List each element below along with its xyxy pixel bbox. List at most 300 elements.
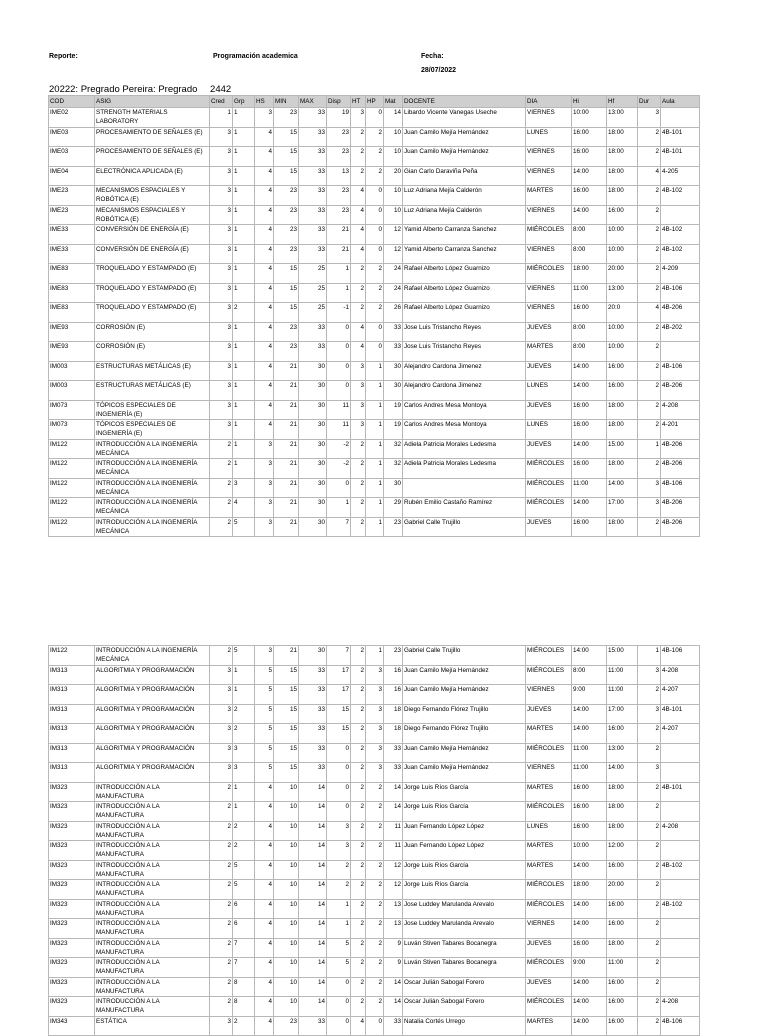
- cell-dia: MIÉRCOLES: [526, 899, 572, 919]
- cell-grp: 1: [233, 665, 255, 685]
- cell-mat: 10: [384, 127, 403, 147]
- table-row: [49, 322, 700, 342]
- table-row: [49, 763, 700, 783]
- cell-disp: 11: [327, 400, 351, 420]
- cell-cod: IME83: [49, 283, 95, 303]
- table-row: [49, 205, 700, 225]
- cell-max: 30: [299, 478, 327, 498]
- cell-cred: 2: [210, 439, 233, 459]
- cell-disp: 11: [327, 420, 351, 440]
- cell-docente: Diego Fernando Flórez Trujillo: [403, 724, 526, 744]
- cell-grp: 2: [233, 704, 255, 724]
- cell-disp: 0: [327, 322, 351, 342]
- table-row: [49, 147, 700, 167]
- cell-dia: MIÉRCOLES: [526, 743, 572, 763]
- cell-cod: IM003: [49, 381, 95, 401]
- cell-cred: 2: [210, 880, 233, 900]
- cell-ht: 2: [351, 459, 366, 479]
- cell-mat: 9: [384, 938, 403, 958]
- cell-aula: 4-207: [661, 724, 700, 744]
- cell-dur: 4: [638, 166, 661, 186]
- cell-max: 33: [299, 763, 327, 783]
- cell-max: 25: [299, 264, 327, 284]
- cell-cod: IM313: [49, 685, 95, 705]
- cell-hf: 16:00: [607, 205, 638, 225]
- column-header-ht: HT: [351, 96, 366, 108]
- cell-ht: 2: [351, 860, 366, 880]
- cell-hf: 18:00: [607, 400, 638, 420]
- cell-dur: 2: [638, 244, 661, 264]
- cell-hi: 16:00: [572, 459, 607, 479]
- cell-docente: Juan Fernando López López: [403, 841, 526, 861]
- cell-docente: Carlos Andres Mesa Montoya: [403, 420, 526, 440]
- cell-mat: 32: [384, 459, 403, 479]
- column-header-mat: Mat: [384, 96, 403, 108]
- cell-min: 15: [274, 704, 299, 724]
- cell-dur: 2: [638, 899, 661, 919]
- cell-hp: 2: [366, 166, 384, 186]
- cell-disp: 21: [327, 244, 351, 264]
- cell-min: 23: [274, 322, 299, 342]
- cell-mat: 24: [384, 264, 403, 284]
- cell-docente: Rafael Alberto López Guarnizo: [403, 283, 526, 303]
- cell-mat: 10: [384, 147, 403, 167]
- cell-hp: 1: [366, 498, 384, 518]
- table-row: [49, 880, 700, 900]
- cell-asig: INTRODUCCIÓN A LA MANUFACTURA: [95, 958, 210, 978]
- table-row: [49, 108, 700, 128]
- cell-max: 14: [299, 841, 327, 861]
- cell-hp: 1: [366, 381, 384, 401]
- cell-max: 33: [299, 127, 327, 147]
- cell-hf: 10:00: [607, 225, 638, 245]
- cell-dur: 2: [638, 361, 661, 381]
- cell-hp: 1: [366, 439, 384, 459]
- cell-docente: Jorge Luis Ríos García: [403, 880, 526, 900]
- cell-hi: 14:00: [572, 646, 607, 666]
- cell-hi: 14:00: [572, 977, 607, 997]
- cell-mat: 14: [384, 977, 403, 997]
- cell-disp: 0: [327, 361, 351, 381]
- cell-hf: 18:00: [607, 127, 638, 147]
- cell-dia: VIERNES: [526, 147, 572, 167]
- cell-hi: 10:00: [572, 108, 607, 128]
- cell-docente: Natalia Cortés Urrego: [403, 1016, 526, 1036]
- cell-hf: 10:00: [607, 342, 638, 362]
- cell-min: 21: [274, 517, 299, 537]
- column-header-hi: Hi: [572, 96, 607, 108]
- cell-cod: IME93: [49, 342, 95, 362]
- cell-aula: 4-207: [661, 685, 700, 705]
- program-name: 20222: Pregrado Pereira: Pregrado: [49, 84, 198, 95]
- column-header-hp: HP: [366, 96, 384, 108]
- table-row: [49, 225, 700, 245]
- table-row: [49, 997, 700, 1017]
- cell-hf: 16:00: [607, 381, 638, 401]
- cell-hs: 3: [255, 108, 274, 128]
- cell-asig: ALGORITMIA Y PROGRAMACIÓN: [95, 763, 210, 783]
- cell-hf: 18:00: [607, 166, 638, 186]
- cell-hp: 2: [366, 127, 384, 147]
- cell-cred: 2: [210, 997, 233, 1017]
- cell-cred: 3: [210, 186, 233, 206]
- cell-cred: 3: [210, 400, 233, 420]
- cell-hi: 14:00: [572, 381, 607, 401]
- cell-hp: 2: [366, 919, 384, 939]
- cell-hf: 14:00: [607, 478, 638, 498]
- cell-grp: 1: [233, 361, 255, 381]
- cell-hs: 4: [255, 381, 274, 401]
- cell-dur: 2: [638, 724, 661, 744]
- cell-cod: IM323: [49, 860, 95, 880]
- cell-hs: 4: [255, 1016, 274, 1036]
- cell-hf: 16:00: [607, 977, 638, 997]
- cell-asig: TROQUELADO Y ESTAMPADO (E): [95, 283, 210, 303]
- date-label: Fecha:: [421, 53, 444, 60]
- cell-hf: 13:00: [607, 108, 638, 128]
- cell-docente: Rubén Emilio Castaño Ramírez: [403, 498, 526, 518]
- cell-asig: ELECTRÓNICA APLICADA (E): [95, 166, 210, 186]
- cell-docente: Luván Stiven Tabares Bocanegra: [403, 958, 526, 978]
- cell-hp: 0: [366, 244, 384, 264]
- cell-hs: 4: [255, 205, 274, 225]
- cell-mat: 11: [384, 841, 403, 861]
- column-header-min: MIN: [274, 96, 299, 108]
- cell-mat: 9: [384, 958, 403, 978]
- cell-cod: IM323: [49, 782, 95, 802]
- cell-grp: 1: [233, 381, 255, 401]
- cell-docente: Jorge Luis Ríos García: [403, 860, 526, 880]
- cell-hf: 16:00: [607, 361, 638, 381]
- cell-max: 14: [299, 997, 327, 1017]
- cell-hf: 20:00: [607, 880, 638, 900]
- cell-hf: 20:0: [607, 303, 638, 323]
- cell-hs: 4: [255, 997, 274, 1017]
- cell-hi: 16:00: [572, 186, 607, 206]
- cell-aula: 4B-202: [661, 322, 700, 342]
- cell-grp: 3: [233, 478, 255, 498]
- cell-cred: 3: [210, 763, 233, 783]
- cell-dia: MIÉRCOLES: [526, 880, 572, 900]
- cell-min: 10: [274, 958, 299, 978]
- cell-ht: 4: [351, 205, 366, 225]
- cell-cod: IM122: [49, 439, 95, 459]
- cell-mat: 29: [384, 498, 403, 518]
- cell-min: 15: [274, 303, 299, 323]
- cell-hf: 14:00: [607, 763, 638, 783]
- cell-aula: 4B-106: [661, 361, 700, 381]
- table-row: [49, 938, 700, 958]
- table-row: [49, 782, 700, 802]
- cell-cod: IM313: [49, 743, 95, 763]
- cell-docente: Gian Carlo Daraviña Peña: [403, 166, 526, 186]
- table-row: [49, 685, 700, 705]
- cell-cod: IM323: [49, 899, 95, 919]
- cell-dia: JUEVES: [526, 517, 572, 537]
- cell-grp: 1: [233, 420, 255, 440]
- table-row: [49, 381, 700, 401]
- cell-dur: 2: [638, 147, 661, 167]
- cell-hs: 3: [255, 498, 274, 518]
- cell-docente: Jose Luis Tristancho Reyes: [403, 322, 526, 342]
- cell-hs: 5: [255, 743, 274, 763]
- cell-disp: 15: [327, 724, 351, 744]
- cell-asig: TÓPICOS ESPECIALES DE INGENIERÍA (E): [95, 420, 210, 440]
- cell-hi: 14:00: [572, 860, 607, 880]
- cell-cred: 3: [210, 342, 233, 362]
- cell-min: 21: [274, 420, 299, 440]
- cell-dur: 1: [638, 646, 661, 666]
- cell-aula: 4B-106: [661, 1016, 700, 1036]
- cell-ht: 2: [351, 880, 366, 900]
- cell-hi: 16:00: [572, 400, 607, 420]
- cell-cod: IM122: [49, 478, 95, 498]
- cell-dia: VIERNES: [526, 244, 572, 264]
- cell-hs: 5: [255, 763, 274, 783]
- cell-disp: 0: [327, 381, 351, 401]
- cell-mat: 16: [384, 665, 403, 685]
- cell-dur: 2: [638, 264, 661, 284]
- cell-hp: 2: [366, 880, 384, 900]
- cell-aula: 4B-206: [661, 381, 700, 401]
- cell-disp: 0: [327, 342, 351, 362]
- cell-min: 10: [274, 997, 299, 1017]
- cell-hi: 8:00: [572, 342, 607, 362]
- cell-dia: MARTES: [526, 860, 572, 880]
- cell-min: 15: [274, 127, 299, 147]
- cell-hs: 4: [255, 782, 274, 802]
- cell-docente: Juan Camilo Mejía Hernández: [403, 743, 526, 763]
- cell-mat: 14: [384, 997, 403, 1017]
- cell-cred: 3: [210, 225, 233, 245]
- cell-asig: INTRODUCCIÓN A LA MANUFACTURA: [95, 860, 210, 880]
- cell-ht: 2: [351, 919, 366, 939]
- cell-cred: 2: [210, 958, 233, 978]
- cell-asig: MECANISMOS ESPACIALES Y ROBÓTICA (E): [95, 205, 210, 225]
- cell-hi: 14:00: [572, 361, 607, 381]
- cell-mat: 14: [384, 108, 403, 128]
- cell-docente: Jorge Luis Ríos García: [403, 802, 526, 822]
- cell-asig: INTRODUCCIÓN A LA MANUFACTURA: [95, 821, 210, 841]
- cell-hs: 4: [255, 166, 274, 186]
- cell-min: 21: [274, 361, 299, 381]
- cell-disp: 1: [327, 899, 351, 919]
- cell-cod: IME23: [49, 205, 95, 225]
- table-row: [49, 361, 700, 381]
- cell-hs: 4: [255, 361, 274, 381]
- cell-disp: 0: [327, 802, 351, 822]
- cell-max: 30: [299, 439, 327, 459]
- cell-disp: 0: [327, 782, 351, 802]
- cell-disp: 0: [327, 478, 351, 498]
- cell-cred: 3: [210, 381, 233, 401]
- cell-grp: 5: [233, 860, 255, 880]
- cell-aula: [661, 880, 700, 900]
- cell-aula: 4B-101: [661, 127, 700, 147]
- cell-aula: 4-208: [661, 400, 700, 420]
- cell-dur: 2: [638, 743, 661, 763]
- cell-max: 33: [299, 244, 327, 264]
- cell-mat: 33: [384, 1016, 403, 1036]
- cell-docente: Luz Adriana Mejía Calderón: [403, 186, 526, 206]
- cell-disp: 2: [327, 860, 351, 880]
- column-header-dur: Dur: [638, 96, 661, 108]
- cell-mat: 12: [384, 225, 403, 245]
- cell-asig: ALGORITMIA Y PROGRAMACIÓN: [95, 704, 210, 724]
- cell-min: 15: [274, 264, 299, 284]
- cell-ht: 4: [351, 342, 366, 362]
- cell-dia: JUEVES: [526, 938, 572, 958]
- cell-asig: PROCESAMIENTO DE SEÑALES (E): [95, 127, 210, 147]
- cell-cred: 3: [210, 303, 233, 323]
- cell-docente: Juan Camilo Mejía Hernández: [403, 665, 526, 685]
- cell-hf: 18:00: [607, 517, 638, 537]
- cell-cod: IME33: [49, 225, 95, 245]
- cell-min: 23: [274, 1016, 299, 1036]
- cell-dia: MIÉRCOLES: [526, 478, 572, 498]
- cell-docente: Alejandro Cardona Jimenez: [403, 381, 526, 401]
- cell-asig: INTRODUCCIÓN A LA MANUFACTURA: [95, 977, 210, 997]
- cell-min: 15: [274, 743, 299, 763]
- cell-hs: 4: [255, 899, 274, 919]
- table-row: [49, 1016, 700, 1036]
- cell-dia: MIÉRCOLES: [526, 459, 572, 479]
- cell-min: 10: [274, 938, 299, 958]
- cell-hi: 18:00: [572, 264, 607, 284]
- cell-min: 15: [274, 147, 299, 167]
- cell-hp: 2: [366, 283, 384, 303]
- cell-ht: 4: [351, 186, 366, 206]
- cell-dia: MARTES: [526, 186, 572, 206]
- cell-hf: 10:00: [607, 244, 638, 264]
- cell-dur: 2: [638, 225, 661, 245]
- cell-grp: 1: [233, 244, 255, 264]
- cell-max: 14: [299, 977, 327, 997]
- cell-ht: 2: [351, 478, 366, 498]
- cell-mat: 32: [384, 439, 403, 459]
- cell-dur: 2: [638, 186, 661, 206]
- table-row: [49, 704, 700, 724]
- cell-cred: 2: [210, 478, 233, 498]
- column-header-asig: ASIG: [95, 96, 210, 108]
- cell-aula: [661, 342, 700, 362]
- cell-grp: 1: [233, 186, 255, 206]
- cell-min: 23: [274, 205, 299, 225]
- cell-hf: 18:00: [607, 420, 638, 440]
- cell-max: 14: [299, 938, 327, 958]
- cell-hs: 4: [255, 342, 274, 362]
- cell-hi: 16:00: [572, 821, 607, 841]
- cell-cod: IME03: [49, 147, 95, 167]
- cell-grp: 1: [233, 400, 255, 420]
- cell-docente: Juan Camilo Mejía Hernández: [403, 147, 526, 167]
- cell-grp: 1: [233, 439, 255, 459]
- cell-asig: CONVERSIÓN DE ENERGÍA (E): [95, 244, 210, 264]
- cell-max: 14: [299, 821, 327, 841]
- cell-cred: 3: [210, 264, 233, 284]
- cell-hf: 16:00: [607, 1016, 638, 1036]
- cell-dia: MARTES: [526, 782, 572, 802]
- cell-cod: IM323: [49, 958, 95, 978]
- cell-cod: IM323: [49, 977, 95, 997]
- cell-grp: 1: [233, 205, 255, 225]
- cell-max: 30: [299, 400, 327, 420]
- cell-ht: 3: [351, 420, 366, 440]
- cell-max: 33: [299, 205, 327, 225]
- cell-asig: STRENGTH MATERIALS LABORATORY: [95, 108, 210, 128]
- cell-aula: [661, 938, 700, 958]
- cell-ht: 2: [351, 646, 366, 666]
- cell-dur: 2: [638, 322, 661, 342]
- cell-hs: 4: [255, 938, 274, 958]
- cell-cred: 2: [210, 802, 233, 822]
- cell-hs: 4: [255, 919, 274, 939]
- cell-hs: 4: [255, 841, 274, 861]
- cell-cred: 3: [210, 205, 233, 225]
- cell-disp: 3: [327, 841, 351, 861]
- cell-hf: 18:00: [607, 802, 638, 822]
- cell-dia: LUNES: [526, 821, 572, 841]
- cell-ht: 3: [351, 381, 366, 401]
- cell-min: 10: [274, 919, 299, 939]
- cell-max: 33: [299, 147, 327, 167]
- cell-dur: 2: [638, 517, 661, 537]
- cell-hf: 18:00: [607, 782, 638, 802]
- cell-grp: 1: [233, 283, 255, 303]
- cell-hp: 2: [366, 802, 384, 822]
- cell-dur: 2: [638, 127, 661, 147]
- cell-cred: 3: [210, 704, 233, 724]
- cell-dur: 2: [638, 919, 661, 939]
- cell-dia: VIERNES: [526, 108, 572, 128]
- cell-hs: 4: [255, 400, 274, 420]
- cell-min: 15: [274, 724, 299, 744]
- cell-hs: 3: [255, 517, 274, 537]
- cell-hs: 4: [255, 420, 274, 440]
- cell-docente: Juan Camilo Mejía Hernández: [403, 685, 526, 705]
- cell-ht: 2: [351, 782, 366, 802]
- cell-min: 10: [274, 841, 299, 861]
- cell-hp: 2: [366, 782, 384, 802]
- cell-hi: 8:00: [572, 322, 607, 342]
- cell-ht: 4: [351, 322, 366, 342]
- cell-hp: 1: [366, 478, 384, 498]
- cell-hp: 0: [366, 1016, 384, 1036]
- cell-docente: Luván Stiven Tabares Bocanegra: [403, 938, 526, 958]
- cell-hp: 2: [366, 997, 384, 1017]
- cell-aula: 4B-106: [661, 478, 700, 498]
- cell-hi: 14:00: [572, 205, 607, 225]
- cell-hp: 2: [366, 938, 384, 958]
- cell-hf: 16:00: [607, 724, 638, 744]
- cell-grp: 1: [233, 322, 255, 342]
- cell-hi: 14:00: [572, 724, 607, 744]
- cell-hf: 11:00: [607, 685, 638, 705]
- cell-hi: 11:00: [572, 478, 607, 498]
- cell-docente: Oscar Julián Sabogal Forero: [403, 997, 526, 1017]
- cell-hp: 2: [366, 147, 384, 167]
- cell-aula: 4B-102: [661, 899, 700, 919]
- cell-hs: 4: [255, 283, 274, 303]
- cell-hf: 11:00: [607, 958, 638, 978]
- cell-hi: 9:00: [572, 685, 607, 705]
- cell-cred: 2: [210, 860, 233, 880]
- cell-mat: 19: [384, 400, 403, 420]
- cell-docente: Carlos Andres Mesa Montoya: [403, 400, 526, 420]
- cell-ht: 2: [351, 977, 366, 997]
- cell-asig: PROCESAMIENTO DE SEÑALES (E): [95, 147, 210, 167]
- cell-aula: 4B-206: [661, 439, 700, 459]
